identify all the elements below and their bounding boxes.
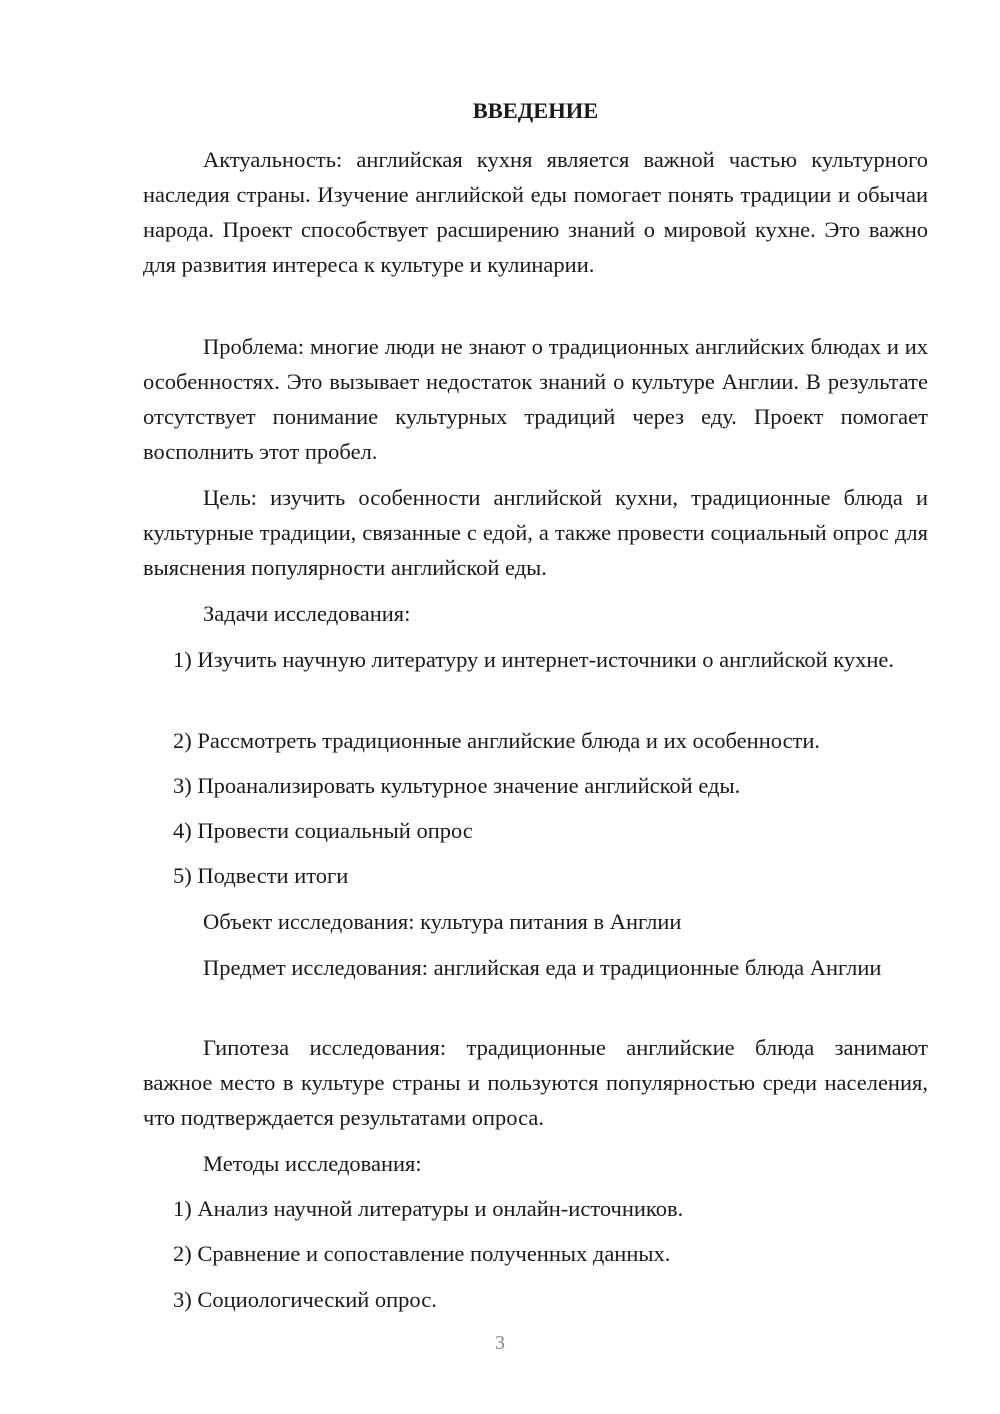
paragraph-methods-heading: Методы исследования: <box>203 1151 422 1176</box>
list-item-task-5: 5) Подвести итоги <box>173 863 349 888</box>
list-item-task-1: 1) Изучить научную литературу и интернет-источники о английской кухне. <box>173 647 895 672</box>
list-item-method-1: 1) Анализ научной литературы и онлайн-источников. <box>173 1196 684 1221</box>
paragraph-subject: Предмет исследования: английская еда и традиционные блюда Англии <box>203 955 882 980</box>
list-item-task-2: 2) Рассмотреть традиционные английские блюда и их особенности. <box>173 728 821 753</box>
paragraph-relevance: Актуальность: английская кухня является важной частью культурного наследия страны. Изучение английской еды помогает понять традиции и обычаи народа. Проект способствует расширению знаний о мировой кухне. Это важно для развития интереса к культуре и кулинарии. <box>143 147 928 277</box>
paragraph-tasks-heading: Задачи исследования: <box>203 601 411 626</box>
paragraph-problem: Проблема: многие люди не знают о традиционных английских блюдах и их особенностях. Это вызывает недостаток знаний о культуре Англии. В результате отсутствует понимание культурных традиций через еду. Проект помогает восполнить этот пробел. <box>143 334 928 464</box>
paragraph-goal: Цель: изучить особенности английской кухни, традиционные блюда и культурные традиции, связанные с едой, а также провести социальный опрос для выяснения популярности английской еды. <box>143 485 928 580</box>
paragraph-hypothesis: Гипотеза исследования: традиционные английские блюда занимают важное место в культуре страны и пользуются популярностью среди населения, что подтверждается результатами опроса. <box>143 1035 928 1130</box>
list-item-method-2: 2) Сравнение и сопоставление полученных данных. <box>173 1241 671 1266</box>
list-item-task-4: 4) Провести социальный опрос <box>173 818 473 843</box>
section-title: ВВЕДЕНИЕ <box>472 98 599 123</box>
list-item-method-3: 3) Социологический опрос. <box>173 1287 437 1312</box>
paragraph-object: Объект исследования: культура питания в Англии <box>203 909 682 934</box>
list-item-task-3: 3) Проанализировать культурное значение английской еды. <box>173 773 741 798</box>
page-number: 3 <box>495 1332 505 1354</box>
